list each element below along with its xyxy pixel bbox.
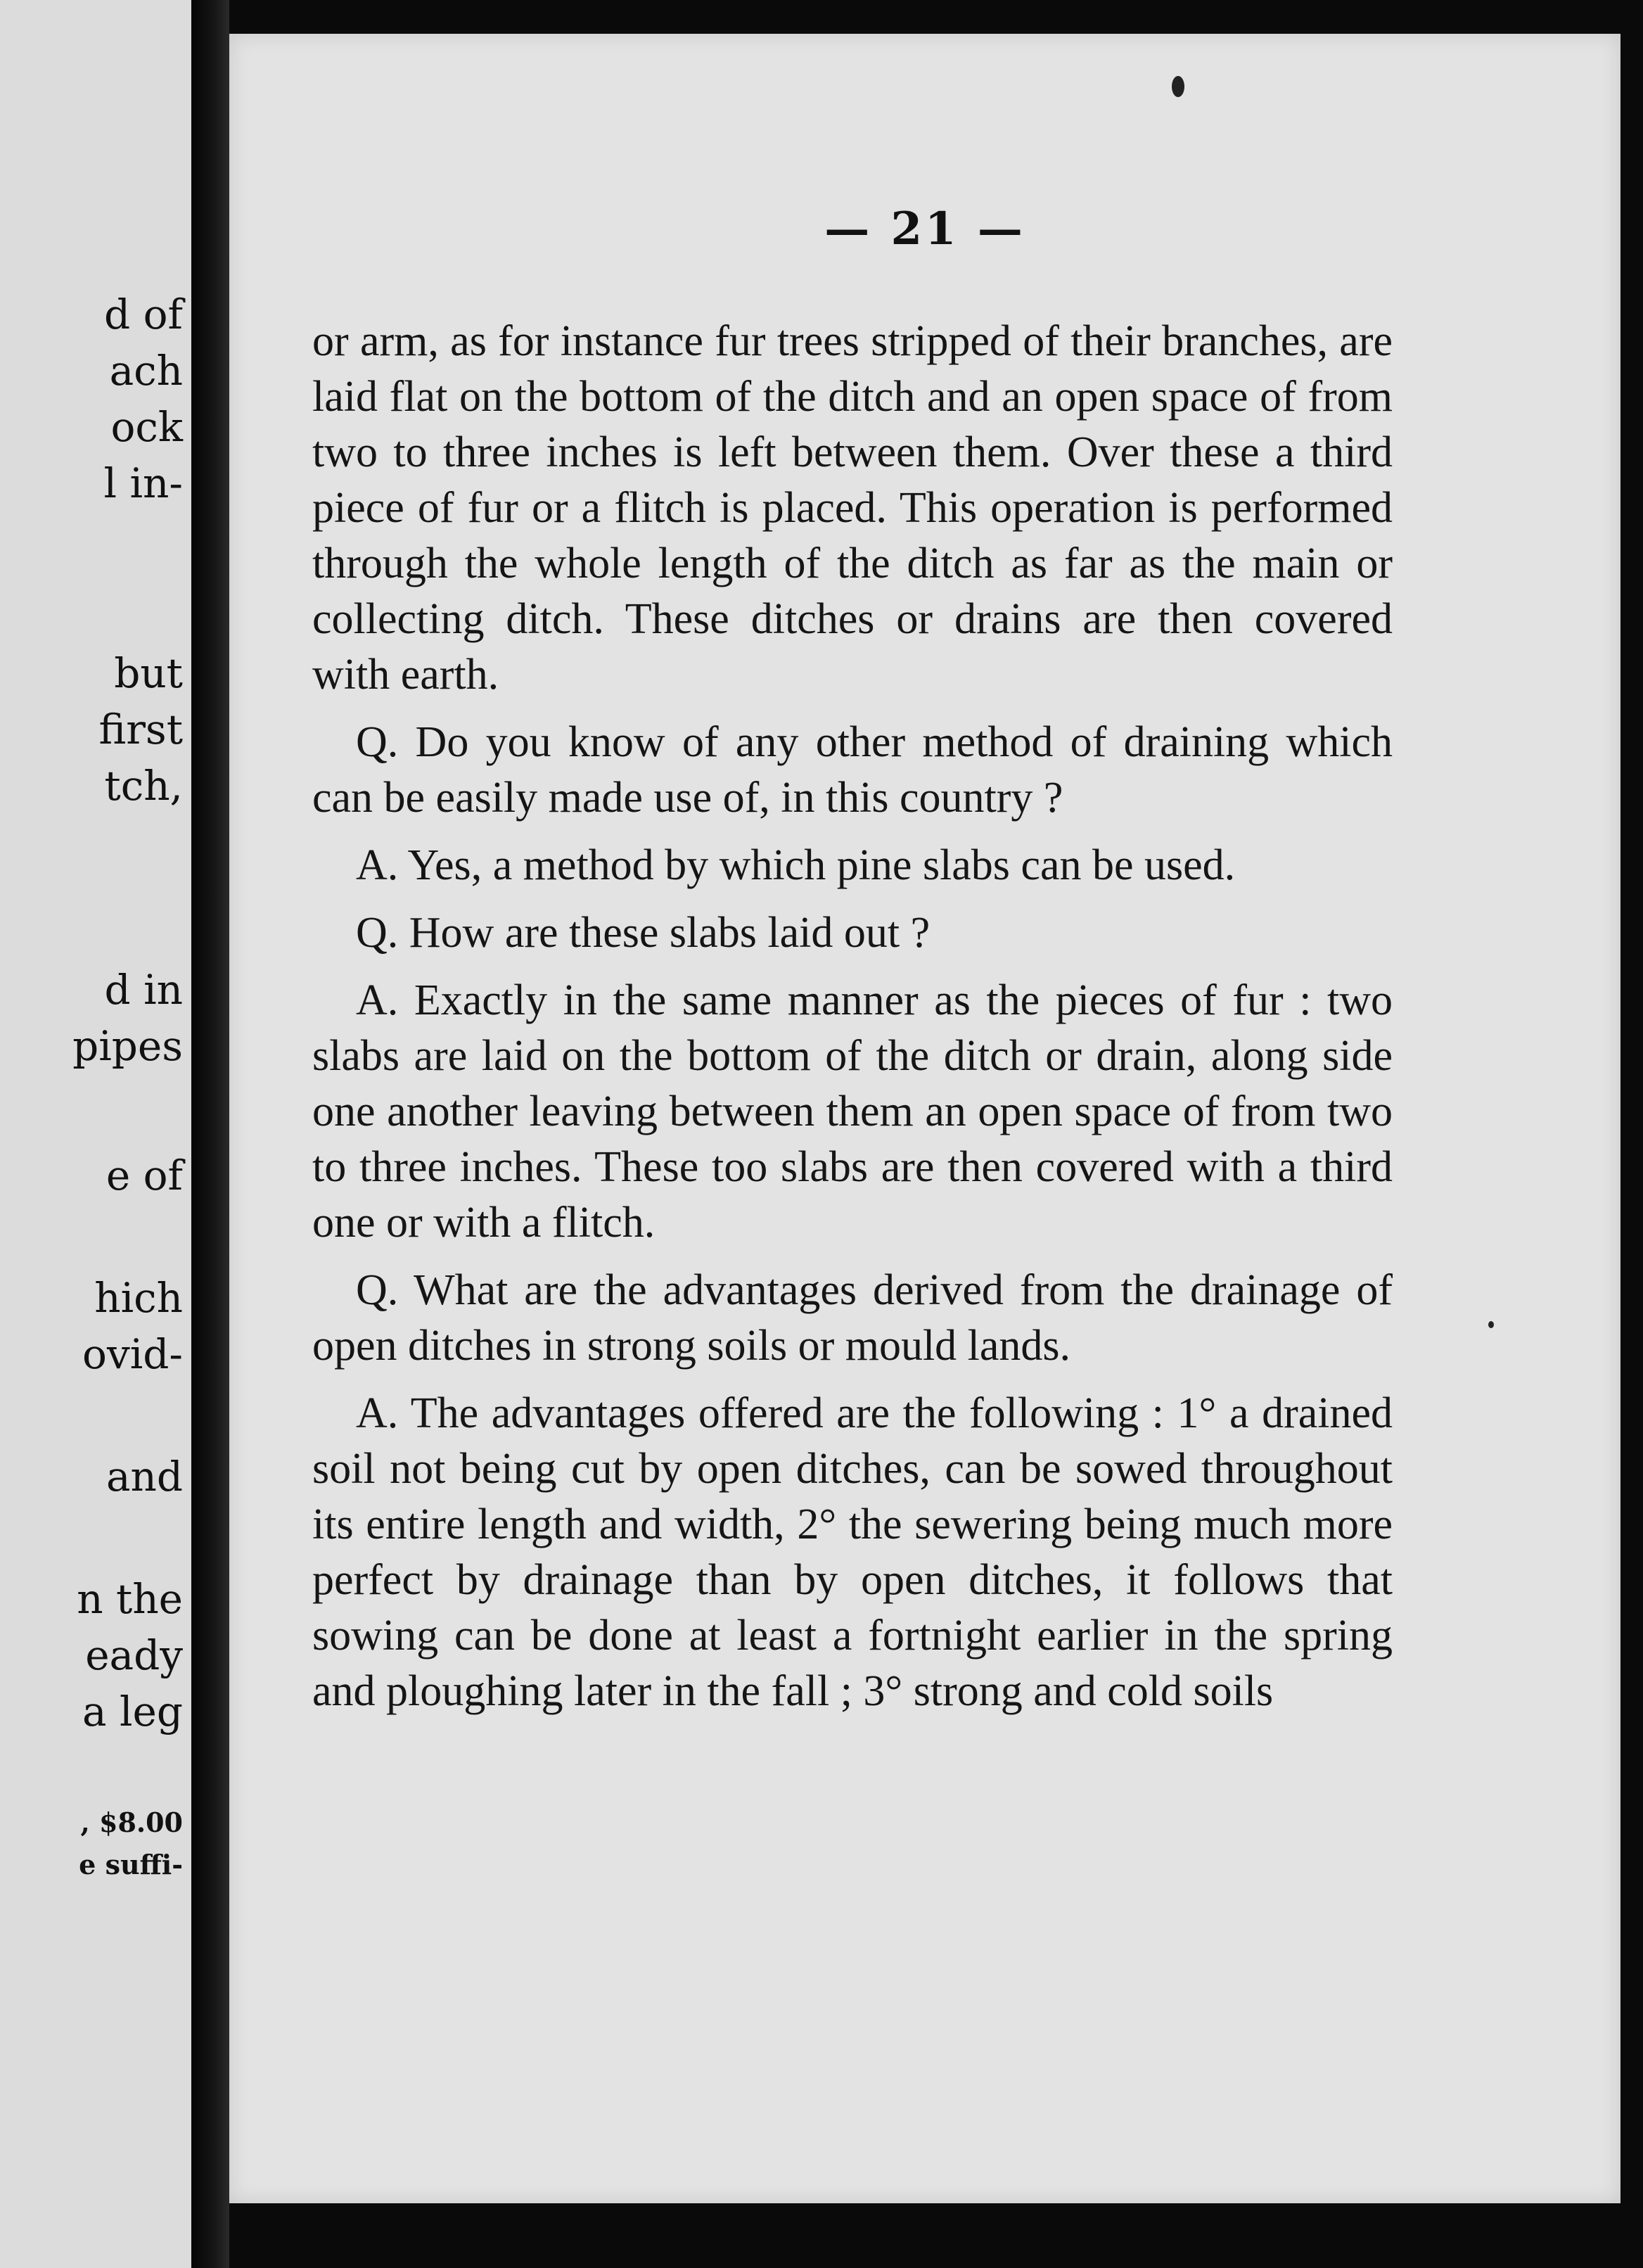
paragraph: Q. Do you know of any other method of draining which can be easily made use of, in this country ? (312, 718, 1393, 822)
page-number: — 21 — (824, 203, 1025, 255)
print-speck (1172, 76, 1184, 97)
left-fragment: a leg (82, 1688, 183, 1735)
body-text (312, 314, 1393, 1731)
left-fragment: pipes (72, 1022, 183, 1070)
main-page (229, 34, 1620, 2203)
left-fragment: ovid- (82, 1330, 183, 1378)
left-fragment: , $8.00 (80, 1807, 183, 1838)
paragraph: A. Exactly in the same manner as the pieces of fur : two slabs are laid on the bottom of the ditch or drain, along side one another leaving between them an open space of from two to three inches. These too slabs are then covered with a third one or with a flitch. (312, 976, 1393, 1247)
paragraph: Q. What are the advantages derived from the drainage of open ditches in strong soils or mould lands. (312, 1266, 1393, 1370)
book-spine-shadow (191, 0, 229, 2268)
left-fragment: e suffi- (79, 1849, 183, 1880)
left-fragment: ach (109, 347, 183, 395)
left-fragment: tch, (104, 762, 183, 810)
left-fragment: l in- (103, 459, 183, 507)
previous-page-edge (0, 0, 191, 2268)
print-speck (1488, 1321, 1494, 1328)
left-fragment: and (106, 1453, 183, 1501)
left-fragment: d in (104, 966, 183, 1014)
left-fragment: hich (94, 1274, 183, 1322)
paragraph: A. The advantages offered are the following : 1° a drained soil not being cut by open ditches, can be sowed throughout its entire length and width, 2° the sewering being much more perfect by drainage than by open ditches, it follows that sowing can be done at least a fortnight earlier in the spring and ploughing later in the fall ; 3° strong and cold soils (312, 1389, 1393, 1715)
left-fragment: eady (85, 1631, 183, 1679)
left-fragment: ock (110, 403, 183, 451)
paragraph: or arm, as for instance fur trees stripped of their branches, are laid flat on the bottom of the ditch and an open space of from two to three inches is left between them. Over these a third piece of fur or a flitch is placed. This operation is performed through the whole length of the ditch as far as the main or collecting ditch. These ditches or drains are then covered with earth. (312, 317, 1393, 699)
left-fragment: e of (106, 1152, 183, 1199)
paragraph: A. Yes, a method by which pine slabs can be used. (356, 841, 1236, 889)
left-fragment: but (114, 649, 183, 697)
left-fragment: n the (77, 1575, 183, 1623)
left-fragment: first (98, 706, 183, 753)
left-fragment: d of (104, 291, 183, 338)
paragraph: Q. How are these slabs laid out ? (356, 909, 931, 957)
